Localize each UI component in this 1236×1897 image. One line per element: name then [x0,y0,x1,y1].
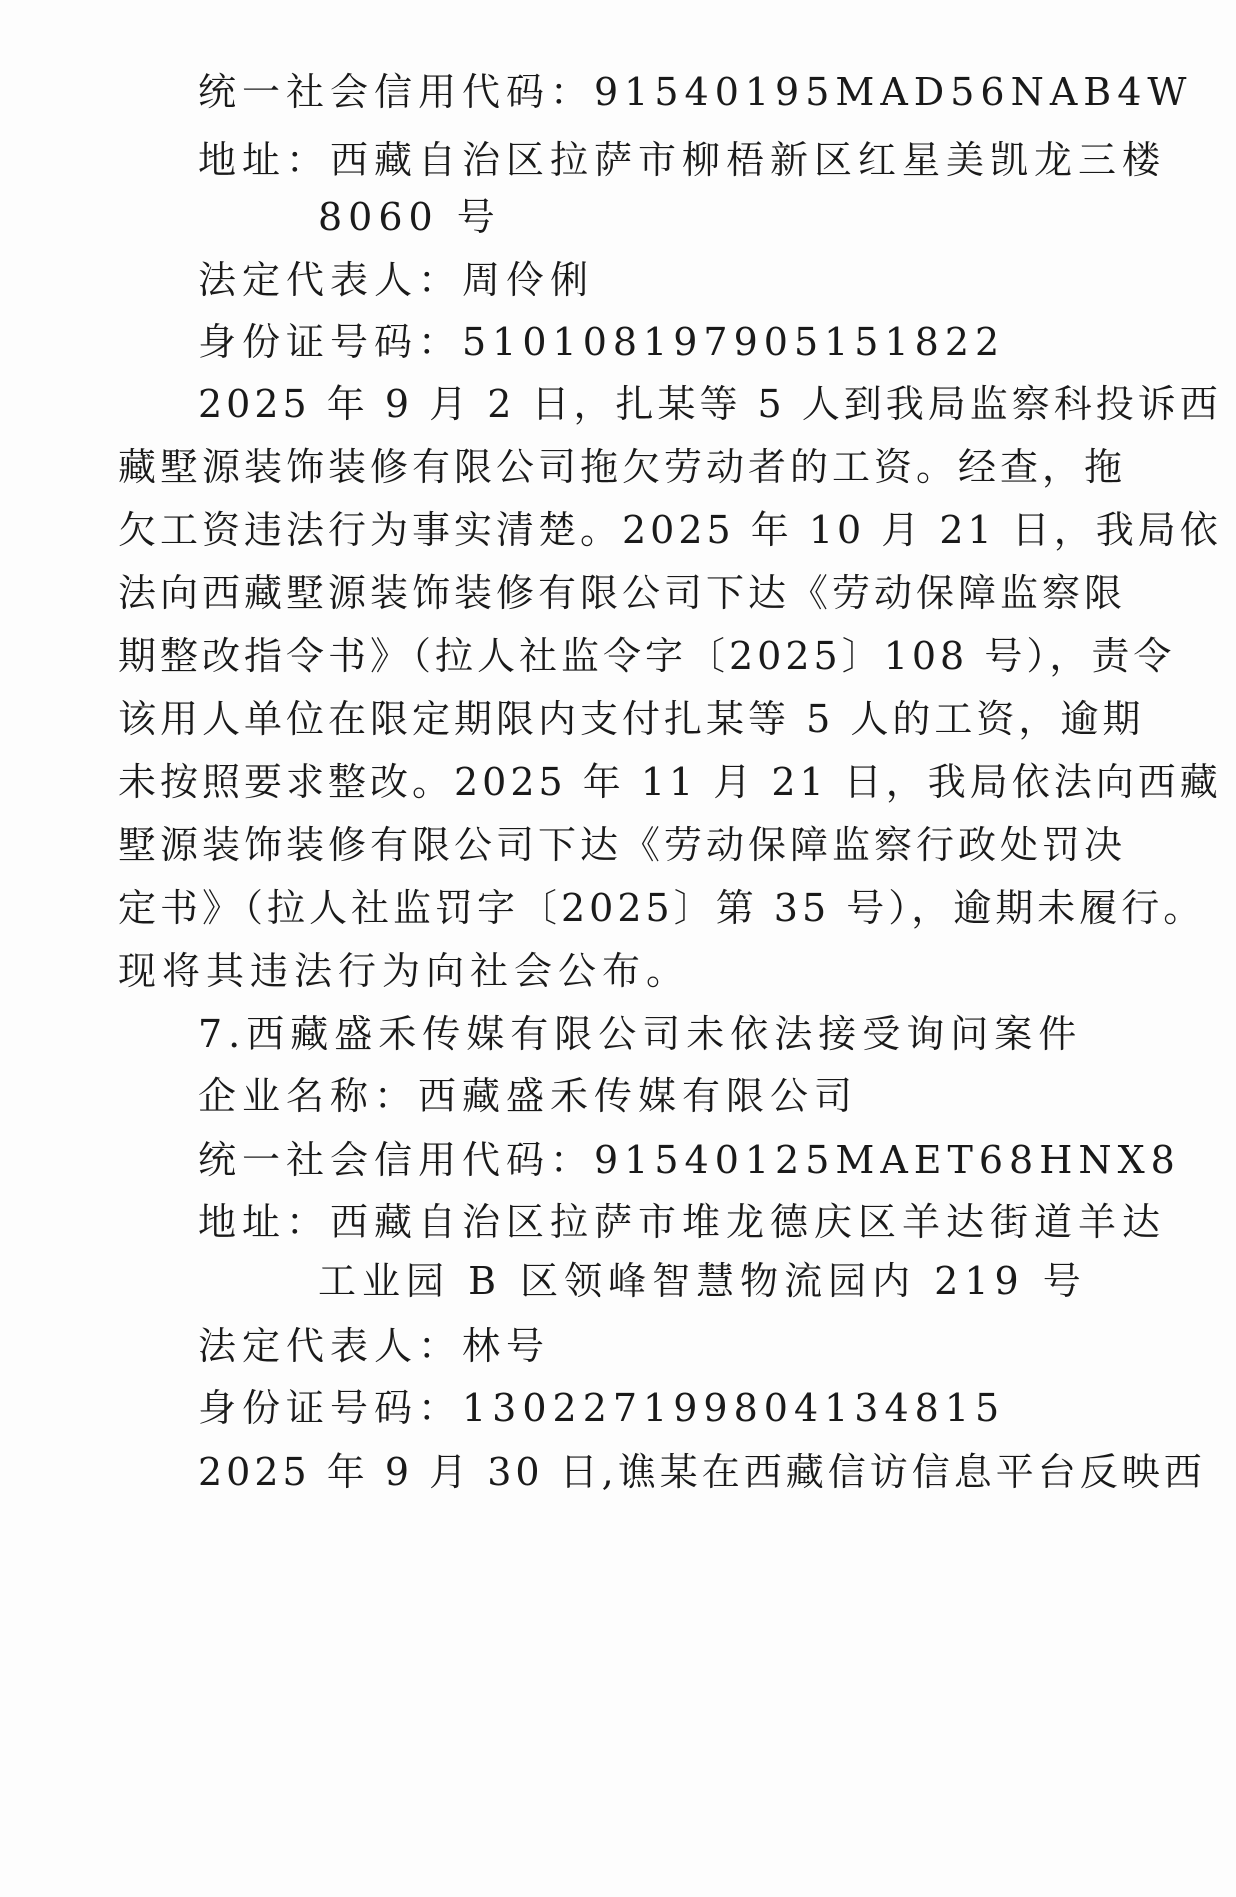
paragraph-line: 藏墅源装饰装修有限公司拖欠劳动者的工资。经查，拖 [118,445,1127,489]
paragraph-line: 2025 年 9 月 2 日，扎某等 5 人到我局监察科投诉西 [198,382,1222,426]
paragraph-line: 未按照要求整改。2025 年 11 月 21 日，我局依法向西藏 [118,760,1222,804]
address-continuation: 工业园 B 区领峰智慧物流园内 219 号 [318,1259,1087,1303]
legal-representative-line: 法定代表人：周伶俐 [198,258,595,302]
paragraph-line: 现将其违法行为向社会公布。 [118,949,691,993]
id-number-line: 身份证号码：130227199804134815 [198,1386,1006,1430]
legal-representative-line: 法定代表人：林号 [198,1324,551,1368]
paragraph-line: 该用人单位在限定期限内支付扎某等 5 人的工资，逾期 [118,697,1145,741]
paragraph-line: 期整改指令书》（拉人社监令字〔2025〕108 号），责令 [118,634,1176,678]
case-heading: 7.西藏盛禾传媒有限公司未依法接受询问案件 [198,1012,1083,1056]
credit-code-line: 统一社会信用代码：91540195MAD56NAB4W [198,70,1193,114]
paragraph-line: 2025 年 9 月 30 日,谯某在西藏信访信息平台反映西 [198,1450,1206,1494]
address-continuation: 8060 号 [318,195,501,239]
paragraph-line: 法向西藏墅源装饰装修有限公司下达《劳动保障监察限 [118,571,1127,615]
paragraph-line: 墅源装饰装修有限公司下达《劳动保障监察行政处罚决 [118,823,1127,867]
address-line: 地址：西藏自治区拉萨市柳梧新区红星美凯龙三楼 [198,138,1167,182]
id-number-line: 身份证号码：510108197905151822 [198,320,1006,364]
credit-code-line: 统一社会信用代码：91540125MAET68HNX8 [198,1138,1181,1182]
address-line: 地址：西藏自治区拉萨市堆龙德庆区羊达街道羊达 [198,1200,1167,1244]
paragraph-line: 定书》（拉人社监罚字〔2025〕第 35 号），逾期未履行。 [118,886,1206,930]
company-name-line: 企业名称：西藏盛禾传媒有限公司 [198,1074,859,1118]
paragraph-line: 欠工资违法行为事实清楚。2025 年 10 月 21 日，我局依 [118,508,1222,552]
